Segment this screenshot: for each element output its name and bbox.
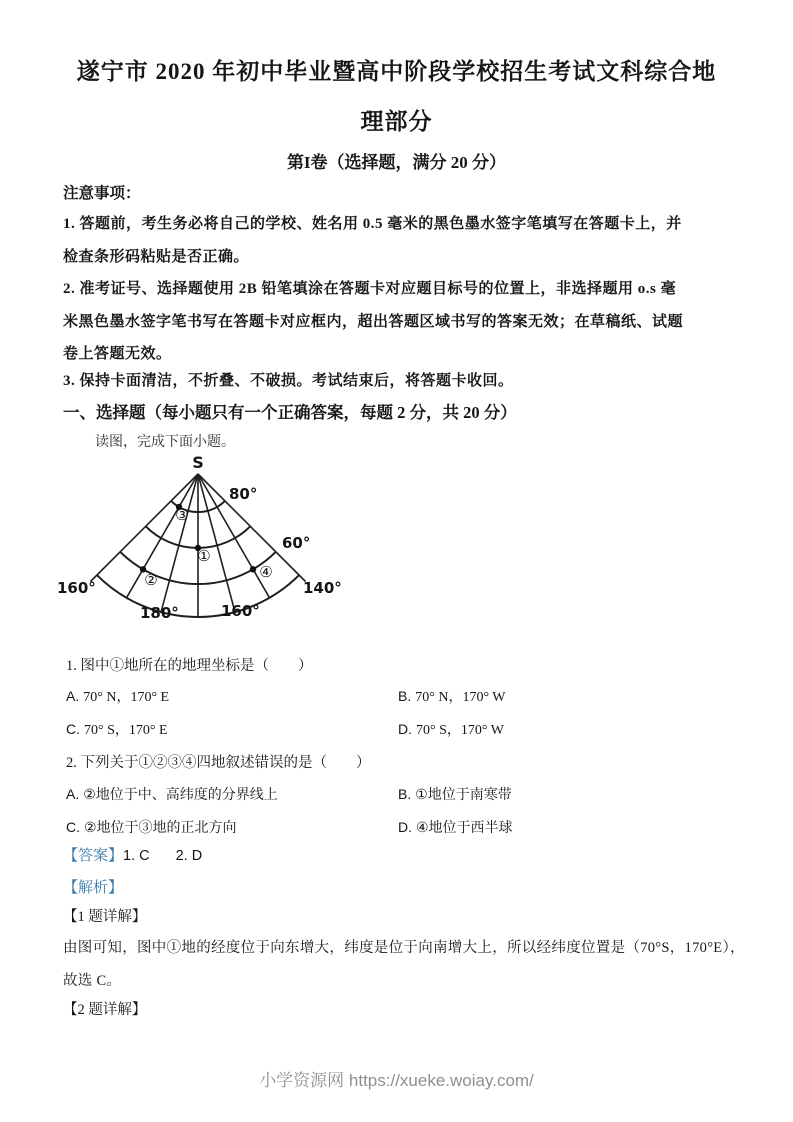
question-1-stem: 1. 图中①地所在的地理坐标是（ ）	[66, 658, 313, 674]
polar-projection-figure	[55, 452, 355, 662]
q1-option-d-text: 70° S，170° W	[416, 723, 504, 738]
q2-option-a	[66, 784, 278, 804]
q2-option-a-letter: A.	[66, 786, 80, 802]
q1-option-a	[66, 686, 169, 706]
notice-line: 2. 准考证号、选择题使用 2B 铅笔填涂在答题卡对应题目标号的位置上，非选择题用 o.s 毫	[63, 281, 677, 297]
longitude-right-label: 140°	[303, 579, 342, 597]
q2-option-c	[66, 817, 237, 837]
paper-subtitle: 第I卷（选择题，满分 20 分）	[286, 153, 507, 172]
question-group-intro: 读图，完成下面小题。	[95, 435, 235, 450]
page-title-line1: 遂宁市 2020 年初中毕业暨高中阶段学校招生考试文科综合地	[76, 59, 717, 84]
latitude-60-label: 60°	[282, 534, 311, 552]
q1-option-a-letter: A.	[66, 688, 80, 704]
south-pole-label: S	[192, 453, 204, 472]
answer-label: 【答案】	[63, 848, 124, 864]
analysis-line: 由图可知，图中①地的经度位于向东增大，纬度是位于向南增大上，所以经纬度位置是（70°S，170°E），	[63, 940, 745, 956]
q1-option-a-text: 70° N，170° E	[83, 690, 170, 705]
page-title-line2: 理部分	[360, 109, 433, 134]
meridian-left-edge	[91, 474, 199, 582]
notice-line: 1. 答题前，考生务必将自己的学校、姓名用 0.5 毫米的黑色墨水签字笔填写在答题卡上，并	[63, 216, 682, 232]
latitude-80-label: 80°	[229, 485, 258, 503]
polar-fan-map	[55, 452, 355, 662]
q1-option-c	[66, 719, 168, 739]
q1-option-b	[398, 686, 506, 706]
longitude-180-label: 180°	[140, 604, 179, 622]
analysis-label: 【解析】	[63, 880, 124, 896]
notice-heading: 注意事项：	[63, 185, 141, 202]
q2-option-c-text: ②地位于③地的正北方向	[84, 821, 237, 836]
q2-option-d-letter: D.	[398, 819, 412, 835]
meridian-line	[161, 474, 198, 612]
notice-line: 卷上答题无效。	[63, 346, 172, 362]
detail-1-heading: 【1 题详解】	[63, 909, 147, 925]
point-4-label: ④	[259, 563, 273, 581]
question-2-stem: 2. 下列关于①②③④四地叙述错误的是（ ）	[66, 755, 371, 771]
q1-option-c-letter: C.	[66, 721, 80, 737]
q1-option-d-letter: D.	[398, 721, 412, 737]
q2-option-d-text: ④地位于西半球	[416, 821, 513, 836]
section-heading: 一、选择题（每小题只有一个正确答案，每题 2 分，共 20 分）	[63, 403, 517, 422]
answer-item-2: 2. D	[175, 848, 203, 864]
point-1-label: ①	[197, 547, 211, 565]
analysis-line: 故选 C。	[63, 973, 122, 989]
answer-item-1: 1. C	[123, 848, 150, 864]
q2-option-c-letter: C.	[66, 819, 80, 835]
notice-line: 3. 保持卡面清洁，不折叠、不破损。考试结束后，将答题卡收回。	[63, 373, 514, 389]
point-3-label: ③	[175, 506, 189, 524]
q2-option-b-letter: B.	[398, 786, 412, 802]
q1-option-d	[398, 719, 504, 739]
point-4-dot	[250, 566, 256, 572]
q1-option-c-text: 70° S，170° E	[84, 723, 168, 738]
q2-option-b-text: ①地位于南寒带	[415, 788, 512, 803]
notice-line: 米黑色墨水签字笔书写在答题卡对应框内，超出答题区域书写的答案无效；在草稿纸、试题	[63, 314, 684, 330]
q1-option-b-text: 70° N，170° W	[415, 690, 506, 705]
notice-line: 检查条形码粘贴是否正确。	[63, 249, 250, 265]
longitude-160-label: 160°	[221, 602, 260, 620]
q2-option-a-text: ②地位于中、高纬度的分界线上	[83, 788, 278, 803]
q1-option-b-letter: B.	[398, 688, 412, 704]
detail-2-heading: 【2 题详解】	[63, 1002, 147, 1018]
answer-row	[63, 844, 228, 865]
point-2-label: ②	[144, 571, 158, 589]
q2-option-b	[398, 784, 512, 804]
q2-option-d	[398, 817, 513, 837]
footer-watermark: 小学资源网 https://xueke.woiay.com/	[259, 1071, 534, 1090]
longitude-left-label: 160°	[57, 579, 96, 597]
